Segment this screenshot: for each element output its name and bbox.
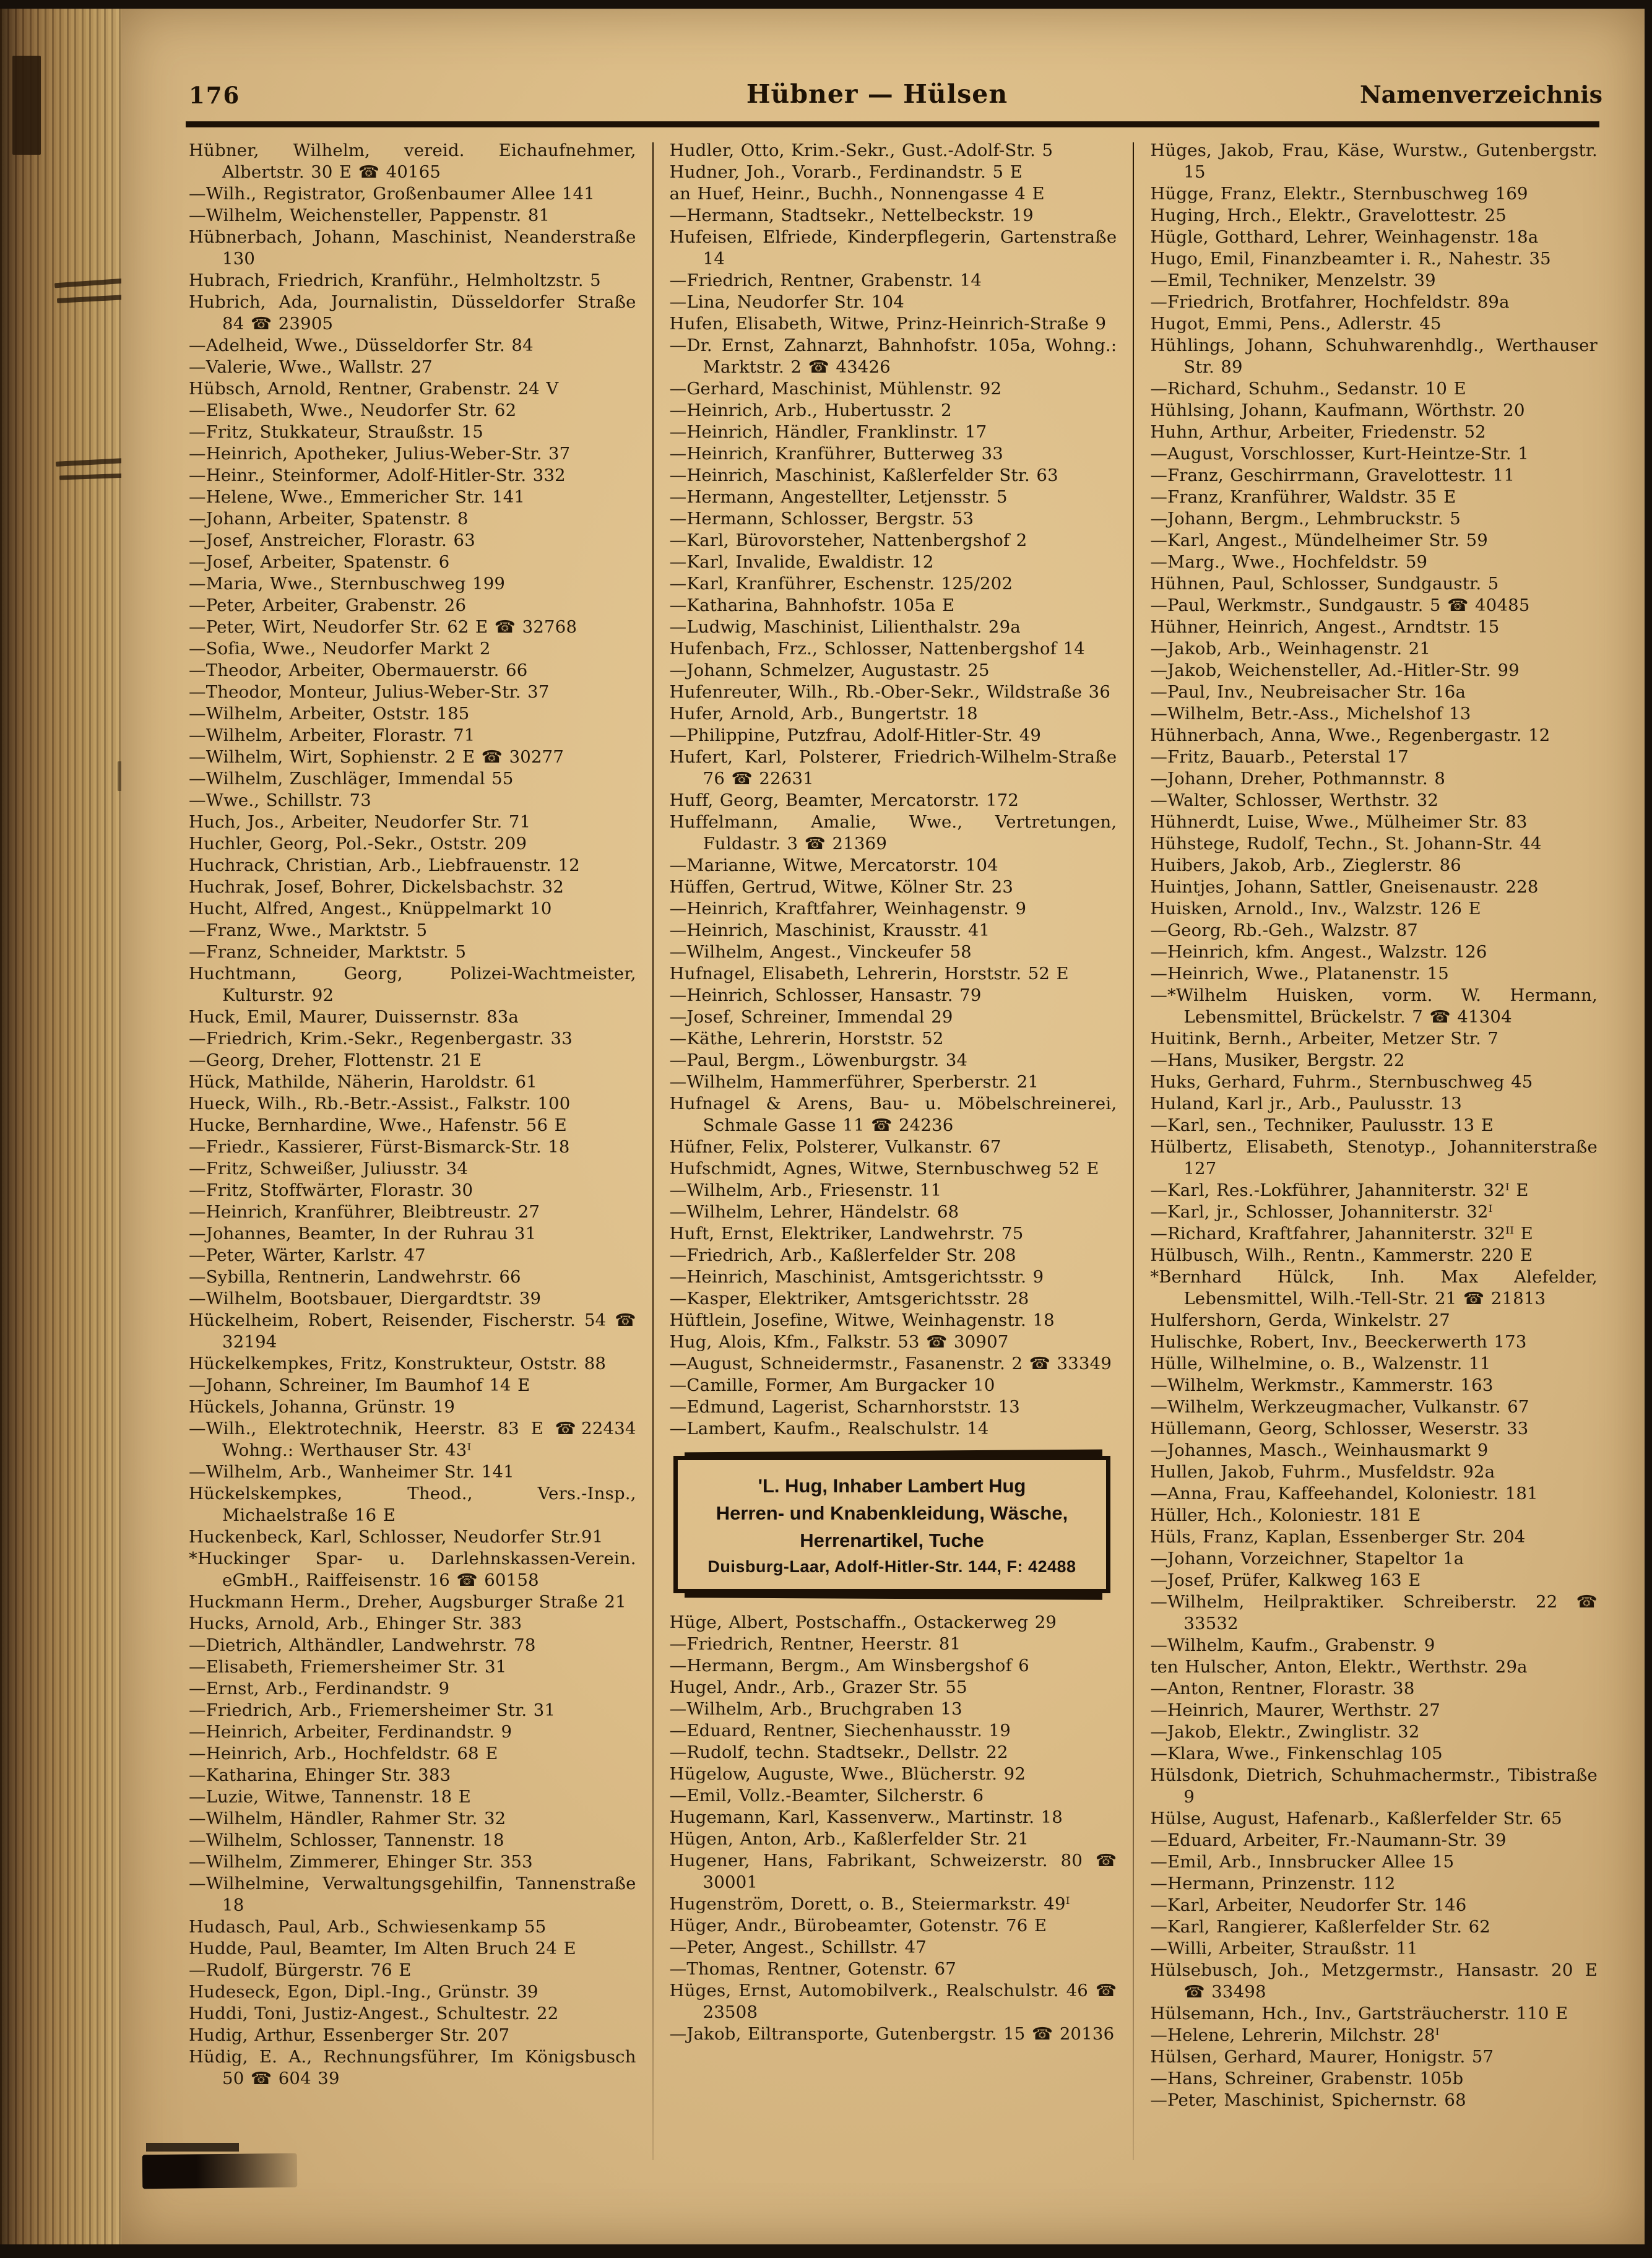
directory-entry: Hück, Mathilde, Näherin, Haroldstr. 61 xyxy=(189,1072,537,1092)
directory-entry: —Heinrich, Apotheker, Julius-Weber-Str. 37 xyxy=(189,444,571,464)
directory-entry: —Wilhelm, Arb., Bruchgraben 13 xyxy=(669,1699,962,1719)
directory-entry: —Friedrich, Rentner, Grabenstr. 14 xyxy=(669,270,982,290)
directory-entry: —Heinrich, Arb., Hubertusstr. 2 xyxy=(669,400,952,420)
header-rule xyxy=(186,121,1599,127)
directory-entry: —Johann, Bergm., Lehmbruckstr. 5 xyxy=(1150,509,1461,529)
directory-entry: —Hermann, Prinzenstr. 112 xyxy=(1150,1874,1396,1893)
directory-entry: —Franz, Wwe., Marktstr. 5 xyxy=(189,920,428,940)
directory-entry: —Franz, Schneider, Marktstr. 5 xyxy=(189,942,467,962)
directory-entry: Hückelheim, Robert, Reisender, Fischerstr. 54 ☎ 32194 xyxy=(189,1310,636,1352)
entry-list xyxy=(670,1612,1117,2045)
directory-entry: —Wilhelm, Arb., Wanheimer Str. 141 xyxy=(189,1462,514,1482)
directory-entry: Hühlings, Johann, Schuhwarenhdlg., Werthauser Str. 89 xyxy=(1150,335,1598,377)
directory-entry: —Heinrich, Wwe., Platanenstr. 15 xyxy=(1150,964,1449,984)
directory-entry: —Jakob, Elektr., Zwinglistr. 32 xyxy=(1150,1722,1420,1742)
scan-edge-bottom xyxy=(0,2244,1652,2258)
directory-entry: —Karl, Res.-Lokführer, Jahanniterstr. 32ᴵ E xyxy=(1150,1180,1529,1200)
column-divider xyxy=(652,142,654,2160)
directory-entry: —Peter, Maschinist, Spichernstr. 68 xyxy=(1150,2090,1466,2110)
directory-entry: —Friedrich, Arb., Kaßlerfelder Str. 208 xyxy=(669,1245,1016,1265)
directory-entry: —Wilhelm, Betr.-Ass., Michelshof 13 xyxy=(1150,704,1471,724)
directory-entry: —Katharina, Bahnhofstr. 105a E xyxy=(669,595,955,615)
directory-entry: Huland, Karl jr., Arb., Paulusstr. 13 xyxy=(1150,1094,1462,1114)
directory-entry: —Wilhelm, Arbeiter, Oststr. 185 xyxy=(189,704,470,724)
directory-entry: Hülsemann, Hch., Inv., Gartsträucherstr. 110 E xyxy=(1150,2004,1568,2023)
directory-entry: —Friedr., Kassierer, Fürst-Bismarck-Str. 18 xyxy=(189,1137,570,1157)
page-header xyxy=(152,73,1602,113)
directory-entry: —Peter, Angest., Schillstr. 47 xyxy=(669,1937,927,1957)
directory-entry: —Anna, Frau, Kaffeehandel, Koloniestr. 181 xyxy=(1150,1484,1538,1503)
directory-entry: Hubrach, Friedrich, Kranführ., Helmholtzstr. 5 xyxy=(189,270,601,290)
directory-entry: Hüge, Albert, Postschaffn., Ostackerweg 29 xyxy=(669,1612,1057,1632)
directory-entry: —Johann, Vorzeichner, Stapeltor 1a xyxy=(1150,1549,1464,1568)
directory-entry: Hügge, Franz, Elektr., Sternbuschweg 169 xyxy=(1150,184,1528,204)
directory-entry: —Helene, Wwe., Emmericher Str. 141 xyxy=(189,487,525,507)
directory-entry: —Josef, Anstreicher, Florastr. 63 xyxy=(189,530,475,550)
directory-entry: —Heinrich, Händler, Franklinstr. 17 xyxy=(669,422,987,442)
directory-entry: an Huef, Heinr., Buchh., Nonnengasse 4 E xyxy=(669,184,1045,204)
directory-entry: Hühner, Heinrich, Angest., Arndtstr. 15 xyxy=(1150,617,1500,637)
directory-entry: —Johannes, Masch., Weinhausmarkt 9 xyxy=(1150,1440,1489,1460)
directory-entry: Hufschmidt, Agnes, Witwe, Sternbuschweg 52 E xyxy=(669,1159,1099,1179)
directory-entry: Hüdig, E. A., Rechnungsführer, Im Königsbusch 50 ☎ 604 39 xyxy=(189,2047,636,2088)
directory-entry: —Lambert, Kaufm., Realschulstr. 14 xyxy=(669,1419,989,1438)
directory-entry: —Karl, Kranführer, Eschenstr. 125/202 xyxy=(669,574,1013,594)
directory-entry: —Georg, Rb.-Geh., Walzstr. 87 xyxy=(1150,920,1418,940)
directory-entry: —August, Schneidermstr., Fasanenstr. 2 ☎ 33349 xyxy=(669,1354,1112,1373)
directory-entry: —Philippine, Putzfrau, Adolf-Hitler-Str. 49 xyxy=(669,725,1042,745)
directory-entry: —Edmund, Lagerist, Scharnhorststr. 13 xyxy=(669,1397,1020,1417)
directory-entry: —Friedrich, Brotfahrer, Hochfeldstr. 89a xyxy=(1150,292,1510,312)
directory-entry: Hülse, August, Hafenarb., Kaßlerfelder Str. 65 xyxy=(1150,1809,1562,1828)
directory-entry: —Johann, Arbeiter, Spatenstr. 8 xyxy=(189,509,469,529)
directory-entry: Hülsen, Gerhard, Maurer, Honigstr. 57 xyxy=(1150,2047,1494,2067)
directory-entry: —Heinrich, Kranführer, Bleibtreustr. 27 xyxy=(189,1202,540,1222)
directory-entry: —Camille, Former, Am Burgacker 10 xyxy=(669,1375,995,1395)
directory-entry: Hühnerdt, Luise, Wwe., Mülheimer Str. 83 xyxy=(1150,812,1528,832)
directory-entry: Huging, Hrch., Elektr., Gravelottestr. 25 xyxy=(1150,205,1507,225)
directory-entry: Hüllemann, Georg, Schlosser, Weserstr. 33 xyxy=(1150,1419,1529,1438)
directory-columns xyxy=(189,140,1598,2171)
directory-entry: —Wilhelm, Kaufm., Grabenstr. 9 xyxy=(1150,1635,1435,1655)
directory-entry: —Emil, Techniker, Menzelstr. 39 xyxy=(1150,270,1436,290)
directory-entry: —Wilhelm, Wirt, Sophienstr. 2 E ☎ 30277 xyxy=(189,747,564,767)
directory-entry: —Johann, Dreher, Pothmannstr. 8 xyxy=(1150,769,1446,789)
directory-entry: Huisken, Arnold., Inv., Walzstr. 126 E xyxy=(1150,899,1481,919)
directory-entry: —Fritz, Stukkateur, Straußstr. 15 xyxy=(189,422,483,442)
directory-entry: Hufnagel & Arens, Bau- u. Möbelschreinerei, Schmale Gasse 11 ☎ 24236 xyxy=(669,1094,1117,1135)
directory-entry: Hudeseck, Egon, Dipl.-Ing., Grünstr. 39 xyxy=(189,1982,538,2002)
directory-entry: Hugemann, Karl, Kassenverw., Martinstr. 18 xyxy=(669,1807,1063,1827)
directory-entry: Hufenbach, Frz., Schlosser, Nattenbergshof 14 xyxy=(669,639,1085,659)
ink-smudge xyxy=(142,2153,298,2189)
directory-entry: —Rudolf, Bürgerstr. 76 E xyxy=(189,1960,412,1980)
directory-entry: Hug, Alois, Kfm., Falkstr. 53 ☎ 30907 xyxy=(669,1332,1009,1352)
directory-entry: Huch, Jos., Arbeiter, Neudorfer Str. 71 xyxy=(189,812,531,832)
directory-entry: —Wilhelm, Händler, Rahmer Str. 32 xyxy=(189,1809,506,1828)
directory-entry: —Heinrich, Maschinist, Amtsgerichtsstr. 9 xyxy=(669,1267,1044,1287)
page-number: 176 xyxy=(189,82,241,109)
directory-entry: —Josef, Schreiner, Immendal 29 xyxy=(669,1007,953,1027)
directory-entry: —Kasper, Elektriker, Amtsgerichtsstr. 28 xyxy=(669,1289,1029,1309)
directory-entry: —Johann, Schreiner, Im Baumhof 14 E xyxy=(189,1375,530,1395)
directory-entry: Hucks, Arnold, Arb., Ehinger Str. 383 xyxy=(189,1614,522,1633)
directory-entry: Hufeisen, Elfriede, Kinderpflegerin, Gartenstraße 14 xyxy=(669,227,1117,269)
directory-entry: —Richard, Schuhm., Sedanstr. 10 E xyxy=(1150,379,1466,399)
directory-entry: —Wilh., Elektrotechnik, Heerstr. 83 E ☎22434 Wohng.: Werthauser Str. 43ᴵ xyxy=(189,1419,636,1460)
directory-entry: Hühnen, Paul, Schlosser, Sundgaustr. 5 xyxy=(1150,574,1499,594)
directory-entry: —Heinrich, Arbeiter, Ferdinandstr. 9 xyxy=(189,1722,512,1742)
directory-entry: Hübsch, Arnold, Rentner, Grabenstr. 24 V xyxy=(189,379,559,399)
directory-entry: Huddi, Toni, Justiz-Angest., Schultestr. 22 xyxy=(189,2004,559,2023)
directory-entry: —Karl, jr., Schlosser, Johanniterstr. 32ᴵ xyxy=(1150,1202,1493,1222)
directory-entry: —Heinrich, Maurer, Werthstr. 27 xyxy=(1150,1700,1441,1720)
directory-entry: —Hans, Schreiner, Grabenstr. 105b xyxy=(1150,2069,1464,2088)
directory-entry: Hülsdonk, Dietrich, Schuhmachermstr., Tibistraße 9 xyxy=(1150,1765,1598,1807)
directory-entry: —Luzie, Witwe, Tannenstr. 18 E xyxy=(189,1787,472,1807)
directory-entry: —Sofia, Wwe., Neudorfer Markt 2 xyxy=(189,639,491,659)
directory-entry: —Hermann, Stadtsekr., Nettelbeckstr. 19 xyxy=(669,205,1034,225)
directory-entry: —Fritz, Stoffwärter, Florastr. 30 xyxy=(189,1180,474,1200)
directory-entry: Huck, Emil, Maurer, Duissernstr. 83a xyxy=(189,1007,519,1027)
ink-smudge xyxy=(146,2143,239,2152)
directory-entry: —Wilhelm, Hammerführer, Sperberstr. 21 xyxy=(669,1072,1039,1092)
directory-entry: —Katharina, Ehinger Str. 383 xyxy=(189,1765,451,1785)
directory-entry: Huitink, Bernh., Arbeiter, Metzer Str. 7 xyxy=(1150,1029,1499,1049)
directory-entry: —Heinrich, kfm. Angest., Walzstr. 126 xyxy=(1150,942,1487,962)
directory-entry: —Marianne, Witwe, Mercatorstr. 104 xyxy=(669,855,998,875)
directory-entry: Huff, Georg, Beamter, Mercatorstr. 172 xyxy=(669,790,1019,810)
directory-entry: —Lina, Neudorfer Str. 104 xyxy=(669,292,904,312)
directory-entry: Hulfershorn, Gerda, Winkelstr. 27 xyxy=(1150,1310,1450,1330)
directory-entry: —Eduard, Rentner, Siechenhausstr. 19 xyxy=(669,1721,1011,1741)
directory-entry: Huffelmann, Amalie, Wwe., Vertretungen, Fuldastr. 3 ☎ 21369 xyxy=(669,812,1117,854)
directory-entry: —Karl, Angest., Mündelheimer Str. 59 xyxy=(1150,530,1488,550)
directory-entry: —Georg, Dreher, Flottenstr. 21 E xyxy=(189,1050,482,1070)
directory-entry: —Franz, Geschirrmann, Gravelottestr. 11 xyxy=(1150,465,1515,485)
directory-entry: Hückelkempkes, Fritz, Konstrukteur, Oststr. 88 xyxy=(189,1354,607,1373)
directory-entry: —Marg., Wwe., Hochfeldstr. 59 xyxy=(1150,552,1428,572)
column-2 xyxy=(670,140,1117,2171)
directory-entry: Hülsebusch, Joh., Metzgermstr., Hansastr. 20 E ☎ 33498 xyxy=(1150,1960,1598,2002)
directory-entry: —Jakob, Weichensteller, Ad.-Hitler-Str. 99 xyxy=(1150,660,1520,680)
directory-entry: —Wilhelm, Angest., Vinckeufer 58 xyxy=(669,942,972,962)
directory-entry: —Friedrich, Rentner, Heerstr. 81 xyxy=(669,1634,961,1654)
directory-entry: —Heinrich, Kraftfahrer, Weinhagenstr. 9 xyxy=(669,899,1027,919)
directory-entry: Hüftlein, Josefine, Witwe, Weinhagenstr. 18 xyxy=(669,1310,1055,1330)
entry-list xyxy=(670,140,1117,1440)
directory-entry: *Bernhard Hülck, Inh. Max Alefelder, Lebensmittel, Wilh.-Tell-Str. 21 ☎ 21813 xyxy=(1150,1267,1598,1309)
directory-entry: Hüffen, Gertrud, Witwe, Kölner Str. 23 xyxy=(669,877,1014,897)
directory-entry: —Wilhelmine, Verwaltungsgehilfin, Tannenstraße 18 xyxy=(189,1874,636,1915)
directory-entry: Huchrack, Christian, Arb., Liebfrauenstr. 12 xyxy=(189,855,580,875)
directory-entry: Hueck, Wilh., Rb.-Betr.-Assist., Falkstr. 100 xyxy=(189,1094,571,1114)
directory-entry: —Theodor, Arbeiter, Obermauerstr. 66 xyxy=(189,660,528,680)
directory-entry: Hüges, Ernst, Automobilverk., Realschulstr. 46 ☎ 23508 xyxy=(669,1981,1117,2022)
directory-entry: —Thomas, Rentner, Gotenstr. 67 xyxy=(669,1959,956,1979)
directory-entry: ten Hulscher, Anton, Elektr., Werthstr. 29a xyxy=(1150,1657,1528,1677)
directory-entry: —Sybilla, Rentnerin, Landwehrstr. 66 xyxy=(189,1267,521,1287)
directory-entry: —August, Vorschlosser, Kurt-Heintze-Str. 1 xyxy=(1150,444,1529,464)
directory-entry: Hühlsing, Johann, Kaufmann, Wörthstr. 20 xyxy=(1150,400,1525,420)
directory-entry: —Maria, Wwe., Sternbuschweg 199 xyxy=(189,574,506,594)
directory-entry: —Wilhelm, Bootsbauer, Diergardtstr. 39 xyxy=(189,1289,542,1309)
directory-entry: —Paul, Inv., Neubreisacher Str. 16a xyxy=(1150,682,1466,702)
directory-entry: —Wilhelm, Schlosser, Tannenstr. 18 xyxy=(189,1830,504,1850)
directory-entry: Hufnagel, Elisabeth, Lehrerin, Horststr. 52 E xyxy=(669,964,1069,984)
directory-entry: *Huckinger Spar- u. Darlehnskassen-Verein. eGmbH., Raiffeisenstr. 16 ☎ 60158 xyxy=(189,1549,636,1590)
directory-entry: —Elisabeth, Wwe., Neudorfer Str. 62 xyxy=(189,400,517,420)
directory-entry: —Karl, Bürovorsteher, Nattenbergshof 2 xyxy=(669,530,1027,550)
directory-entry: —Klara, Wwe., Finkenschlag 105 xyxy=(1150,1744,1443,1763)
directory-entry: —Peter, Wirt, Neudorfer Str. 62 E ☎ 32768 xyxy=(189,617,577,637)
directory-entry: Hügelow, Auguste, Wwe., Blücherstr. 92 xyxy=(669,1764,1026,1784)
page-title: Hübner — Hülsen xyxy=(746,79,1008,109)
directory-entry: —Emil, Vollz.-Beamter, Silcherstr. 6 xyxy=(669,1786,984,1806)
directory-entry: Hühnerbach, Anna, Wwe., Regenbergastr. 12 xyxy=(1150,725,1550,745)
directory-entry: —Adelheid, Wwe., Düsseldorfer Str. 84 xyxy=(189,335,534,355)
directory-entry: —Eduard, Arbeiter, Fr.-Naumann-Str. 39 xyxy=(1150,1830,1507,1850)
directory-entry: —Valerie, Wwe., Wallstr. 27 xyxy=(189,357,433,377)
directory-entry: Huintjes, Johann, Sattler, Gneisenaustr. 228 xyxy=(1150,877,1539,897)
ad-offer-line: Herrenartikel, Tuche xyxy=(800,1529,984,1551)
entry-list xyxy=(189,140,636,2090)
directory-entry: —Franz, Kranführer, Waldstr. 35 E xyxy=(1150,487,1456,507)
directory-entry: —Hermann, Bergm., Am Winsbergshof 6 xyxy=(669,1656,1029,1676)
ad-company-name: 'L. Hug, Inhaber Lambert Hug xyxy=(758,1475,1026,1497)
directory-entry: —Hermann, Schlosser, Bergstr. 53 xyxy=(669,509,974,529)
directory-entry: —Fritz, Schweißer, Juliusstr. 34 xyxy=(189,1159,469,1179)
directory-entry: —Wilhelm, Arb., Friesenstr. 11 xyxy=(669,1180,942,1200)
directory-entry: Huckenbeck, Karl, Schlosser, Neudorfer Str.91 xyxy=(189,1527,603,1547)
directory-entry: Hufenreuter, Wilh., Rb.-Ober-Sekr., Wildstraße 36 xyxy=(669,682,1111,702)
directory-entry: —Elisabeth, Friemersheimer Str. 31 xyxy=(189,1657,507,1677)
directory-entry: —Wwe., Schillstr. 73 xyxy=(189,790,371,810)
directory-entry: Hülbertz, Elisabeth, Stenotyp., Johanniterstraße 127 xyxy=(1150,1137,1598,1179)
column-3 xyxy=(1150,140,1598,2171)
directory-entry: —Johann, Schmelzer, Augustastr. 25 xyxy=(669,660,990,680)
directory-entry: —Wilhelm, Werkmstr., Kammerstr. 163 xyxy=(1150,1375,1494,1395)
directory-entry: —Jakob, Arb., Weinhagenstr. 21 xyxy=(1150,639,1431,659)
directory-entry: —Karl, Invalide, Ewaldistr. 12 xyxy=(669,552,934,572)
directory-entry: Hügle, Gotthard, Lehrer, Weinhagenstr. 18a xyxy=(1150,227,1539,247)
directory-entry: —Wilhelm, Lehrer, Händelstr. 68 xyxy=(669,1202,959,1222)
directory-entry: —Josef, Arbeiter, Spatenstr. 6 xyxy=(189,552,450,572)
scan-edge-top xyxy=(0,0,1652,9)
directory-entry: Hübner, Wilhelm, vereid. Eichaufnehmer, Albertstr. 30 E ☎ 40165 xyxy=(189,141,636,182)
directory-entry: Huhn, Arthur, Arbeiter, Friedenstr. 52 xyxy=(1150,422,1486,442)
ad-frame xyxy=(673,1456,1111,1593)
directory-entry: Hudde, Paul, Beamter, Im Alten Bruch 24 E xyxy=(189,1939,576,1958)
directory-entry: Hufert, Karl, Polsterer, Friedrich-Wilhelm-Straße 76 ☎ 22631 xyxy=(669,747,1117,789)
directory-entry: Hückelskempkes, Theod., Vers.-Insp., Michaelstraße 16 E xyxy=(189,1484,636,1525)
scan-edge-right xyxy=(1645,0,1652,2258)
directory-entry: —Paul, Werkmstr., Sundgaustr. 5 ☎ 40485 xyxy=(1150,595,1530,615)
directory-entry: Huchtmann, Georg, Polizei-Wachtmeister, Kulturstr. 92 xyxy=(189,964,636,1005)
directory-entry: —Wilhelm, Zuschläger, Immendal 55 xyxy=(189,769,514,789)
directory-entry: —Friedrich, Arb., Friemersheimer Str. 31 xyxy=(189,1700,556,1720)
directory-entry: —Wilhelm, Heilpraktiker. Schreiberstr. 22 ☎ 33532 xyxy=(1150,1592,1598,1633)
directory-entry: —Walter, Schlosser, Werthstr. 32 xyxy=(1150,790,1439,810)
directory-entry: —Wilh., Registrator, Großenbaumer Allee 141 xyxy=(189,184,595,204)
directory-entry: —Emil, Arb., Innsbrucker Allee 15 xyxy=(1150,1852,1455,1872)
directory-entry: —Rudolf, techn. Stadtsekr., Dellstr. 22 xyxy=(669,1742,1008,1762)
directory-entry: Huft, Ernst, Elektriker, Landwehrstr. 75 xyxy=(669,1224,1024,1244)
directory-entry: —Karl, sen., Techniker, Paulusstr. 13 E xyxy=(1150,1115,1494,1135)
directory-entry: Huchler, Georg, Pol.-Sekr., Oststr. 209 xyxy=(189,834,527,854)
directory-entry: —Friedrich, Krim.-Sekr., Regenbergastr. 33 xyxy=(189,1029,573,1049)
directory-entry: —Wilhelm, Weichensteller, Pappenstr. 81 xyxy=(189,205,550,225)
directory-entry: —Wilhelm, Zimmerer, Ehinger Str. 353 xyxy=(189,1852,533,1872)
directory-entry: —Wilhelm, Werkzeugmacher, Vulkanstr. 67 xyxy=(1150,1397,1529,1417)
directory-entry: Hübnerbach, Johann, Maschinist, Neanderstraße 130 xyxy=(189,227,636,269)
directory-entry: Hufer, Arnold, Arb., Bungertstr. 18 xyxy=(669,704,978,724)
directory-entry: Hudler, Otto, Krim.-Sekr., Gust.-Adolf-Str. 5 xyxy=(669,141,1053,160)
directory-entry: —Fritz, Bauarb., Peterstal 17 xyxy=(1150,747,1409,767)
directory-entry: —Anton, Rentner, Florastr. 38 xyxy=(1150,1679,1415,1698)
directory-entry: Hucht, Alfred, Angest., Knüppelmarkt 10 xyxy=(189,899,552,919)
directory-entry: —Helene, Lehrerin, Milchstr. 28ᴵ xyxy=(1150,2025,1440,2045)
directory-entry: Hüller, Hch., Koloniestr. 181 E xyxy=(1150,1505,1421,1525)
directory-entry: Hubrich, Ada, Journalistin, Düsseldorfer Straße 84 ☎ 23905 xyxy=(189,292,636,334)
directory-entry: Huibers, Jakob, Arb., Zieglerstr. 86 xyxy=(1150,855,1461,875)
directory-entry: —Josef, Prüfer, Kalkweg 163 E xyxy=(1150,1570,1421,1590)
directory-entry: —Johannes, Beamter, In der Ruhrau 31 xyxy=(189,1224,537,1244)
directory-entry: Hufen, Elisabeth, Witwe, Prinz-Heinrich-Straße 9 xyxy=(669,314,1107,334)
directory-entry: —Heinrich, Schlosser, Hansastr. 79 xyxy=(669,985,982,1005)
directory-entry: —Heinrich, Maschinist, Krausstr. 41 xyxy=(669,920,990,940)
ad-address-line: Duisburg-Laar, Adolf-Hitler-Str. 144, F: 42488 xyxy=(707,1557,1076,1576)
directory-entry: —*Wilhelm Huisken, vorm. W. Hermann, Lebensmittel, Brückelstr. 7 ☎ 41304 xyxy=(1150,985,1598,1027)
directory-entry: Hüfner, Felix, Polsterer, Vulkanstr. 67 xyxy=(669,1137,1001,1157)
directory-entry: Hülbusch, Wilh., Rentn., Kammerstr. 220 E xyxy=(1150,1245,1533,1265)
directory-entry: —Gerhard, Maschinist, Mühlenstr. 92 xyxy=(669,379,1002,399)
directory-entry: —Heinrich, Kranführer, Butterweg 33 xyxy=(669,444,1003,464)
directory-entry: Hüls, Franz, Kaplan, Essenberger Str. 204 xyxy=(1150,1527,1526,1547)
directory-entry: —Heinr., Steinformer, Adolf-Hitler-Str. 332 xyxy=(189,465,566,485)
directory-entry: Hulischke, Robert, Inv., Beeckerwerth 173 xyxy=(1150,1332,1527,1352)
directory-entry: —Karl, Rangierer, Kaßlerfelder Str. 62 xyxy=(1150,1917,1490,1937)
section-label: Namenverzeichnis xyxy=(1359,80,1602,108)
directory-entry: Hüger, Andr., Bürobeamter, Gotenstr. 76 E xyxy=(669,1916,1047,1936)
directory-entry: —Karl, Arbeiter, Neudorfer Str. 146 xyxy=(1150,1895,1467,1915)
directory-entry: Huks, Gerhard, Fuhrm., Sternbuschweg 45 xyxy=(1150,1072,1533,1092)
column-divider xyxy=(1133,142,1134,2160)
directory-entry: —Hans, Musiker, Bergstr. 22 xyxy=(1150,1050,1405,1070)
directory-entry: Hüges, Jakob, Frau, Käse, Wurstw., Gutenbergstr. 15 xyxy=(1150,141,1598,182)
directory-entry: —Paul, Bergm., Löwenburgstr. 34 xyxy=(669,1050,968,1070)
directory-entry: Hugenström, Dorett, o. B., Steiermarkstr. 49ᴵ xyxy=(669,1894,1070,1914)
directory-entry: Hudig, Arthur, Essenberger Str. 207 xyxy=(189,2025,510,2045)
directory-entry: Hugel, Andr., Arb., Grazer Str. 55 xyxy=(669,1677,967,1697)
directory-entry: —Jakob, Eiltransporte, Gutenbergstr. 15 ☎ 20136 xyxy=(669,2024,1115,2044)
directory-entry: Hullen, Jakob, Fuhrm., Musfeldstr. 92a xyxy=(1150,1462,1495,1482)
column-1 xyxy=(189,140,636,2171)
directory-entry: Hügen, Anton, Arb., Kaßlerfelder Str. 21 xyxy=(669,1829,1029,1849)
directory-entry: Hugo, Emil, Finanzbeamter i. R., Nahestr. 35 xyxy=(1150,249,1551,269)
ad-bottom-bar xyxy=(685,1591,1102,1600)
directory-entry: Hugot, Emmi, Pens., Adlerstr. 45 xyxy=(1150,314,1442,334)
directory-entry: —Richard, Kraftfahrer, Jahanniterstr. 32ᴵᴵ E xyxy=(1150,1224,1533,1244)
ad-offer-line: Herren- und Knabenkleidung, Wäsche, xyxy=(716,1502,1068,1524)
directory-entry: Huchrak, Josef, Bohrer, Dickelsbachstr. 32 xyxy=(189,877,564,897)
directory-entry: Hülle, Wilhelmine, o. B., Walzenstr. 11 xyxy=(1150,1354,1491,1373)
directory-entry: —Ernst, Arb., Ferdinandstr. 9 xyxy=(189,1679,450,1698)
directory-entry: —Käthe, Lehrerin, Horststr. 52 xyxy=(669,1029,944,1049)
directory-entry: Huckmann Herm., Dreher, Augsburger Straße 21 xyxy=(189,1592,626,1612)
directory-entry: —Wilhelm, Arbeiter, Florastr. 71 xyxy=(189,725,475,745)
directory-entry: —Ludwig, Maschinist, Lilienthalstr. 29a xyxy=(669,617,1021,637)
directory-entry: —Peter, Wärter, Karlstr. 47 xyxy=(189,1245,426,1265)
directory-entry: —Willi, Arbeiter, Straußstr. 11 xyxy=(1150,1939,1418,1958)
directory-entry: —Dr. Ernst, Zahnarzt, Bahnhofstr. 105a, Wohng.: Marktstr. 2 ☎ 43426 xyxy=(669,335,1117,377)
directory-entry: Hucke, Bernhardine, Wwe., Hafenstr. 56 E xyxy=(189,1115,567,1135)
directory-entry: Hühstege, Rudolf, Techn., St. Johann-Str. 44 xyxy=(1150,834,1542,854)
entry-list xyxy=(1150,140,1598,2111)
directory-entry: Hudner, Joh., Vorarb., Ferdinandstr. 5 E xyxy=(669,162,1023,182)
directory-entry: —Peter, Arbeiter, Grabenstr. 26 xyxy=(189,595,467,615)
binding-ink-mark xyxy=(12,56,41,155)
directory-entry: —Heinrich, Arb., Hochfeldstr. 68 E xyxy=(189,1744,498,1763)
directory-entry: —Theodor, Monteur, Julius-Weber-Str. 37 xyxy=(189,682,550,702)
advertisement-hug xyxy=(673,1456,1111,1593)
directory-entry: —Dietrich, Althändler, Landwehrstr. 78 xyxy=(189,1635,536,1655)
directory-entry: Hudasch, Paul, Arb., Schwiesenkamp 55 xyxy=(189,1917,547,1937)
directory-entry: —Hermann, Angestellter, Letjensstr. 5 xyxy=(669,487,1008,507)
directory-entry: —Heinrich, Maschinist, Kaßlerfelder Str. 63 xyxy=(669,465,1058,485)
directory-entry: Hugener, Hans, Fabrikant, Schweizerstr. 80 ☎ 30001 xyxy=(669,1851,1117,1892)
directory-entry: Hückels, Johanna, Grünstr. 19 xyxy=(189,1397,456,1417)
